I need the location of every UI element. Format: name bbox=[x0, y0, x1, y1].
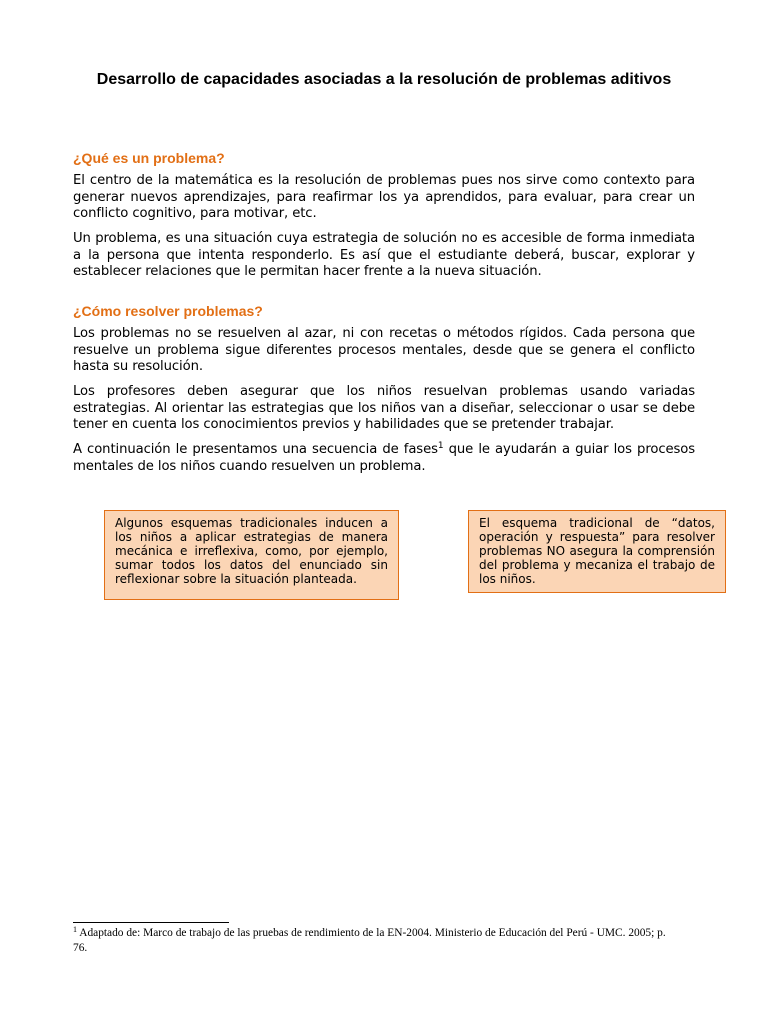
paragraph-sequence-of-phases bbox=[73, 442, 695, 475]
callout-traditional-schemes bbox=[104, 510, 399, 600]
callout-data-operation-answer-text: El esquema tradicional de “datos, operación y respuesta” para resolver problemas NO asegura la comprensión del problema y mecaniza el trabajo de los niños. bbox=[479, 516, 715, 586]
paragraph-problem-definition: Un problema, es una situación cuya estrategia de solución no es accesible de forma inmediata a la persona que intenta responderlo. Es así que el estudiante deberá, buscar, explorar y establecer relaciones que le permitan hacer frente a la nueva situación. bbox=[73, 231, 695, 280]
footnote-reference[interactable]: 1 bbox=[437, 441, 444, 451]
sequence-text-start: A continuación le presentamos una secuencia de fases bbox=[73, 442, 438, 457]
footnote-separator bbox=[73, 922, 229, 923]
paragraph-center-of-mathematics: El centro de la matemática es la resolución de problemas pues nos sirve como contexto para generar nuevos aprendizajes, para reafirmar los ya aprendidos, para evaluar, para crear un conflicto cognitivo, para motivar, etc. bbox=[73, 173, 695, 222]
callout-traditional-schemes-text: Algunos esquemas tradicionales inducen a los niños a aplicar estrategias de manera mecánica e irreflexiva, como, por ejemplo, sumar todos los datos del enunciado sin reflexionar sobre la situación planteada. bbox=[115, 516, 388, 586]
paragraph-teachers-strategies: Los profesores deben asegurar que los niños resuelvan problemas usando variadas estrategias. Al orientar las estrategias que los niños van a diseñar, seleccionar o usar se debe tener en cuenta los conocimientos previos y habilidades que se pretender trabajar. bbox=[73, 384, 695, 433]
section-heading-what-is-a-problem: ¿Qué es un problema? bbox=[73, 150, 225, 166]
callout-data-operation-answer bbox=[468, 510, 726, 593]
section-heading-how-to-solve: ¿Cómo resolver problemas? bbox=[73, 303, 263, 319]
footnote-text: Adaptado de: Marco de trabajo de las pruebas de rendimiento de la EN-2004. Ministerio de Educación del Perú - UMC. 2005; p. 76. bbox=[73, 927, 666, 954]
sequence-text-end: que le ayudarán a guiar los procesos mentales de los niños cuando resuelven un problema. bbox=[73, 442, 695, 474]
footnote bbox=[73, 926, 673, 956]
paragraph-problems-not-solved-randomly: Los problemas no se resuelven al azar, ni con recetas o métodos rígidos. Cada persona que resuelve un problema sigue diferentes procesos mentales, desde que se genera el conflicto hasta su resolución. bbox=[73, 326, 695, 375]
footnote-number: 1 bbox=[73, 925, 77, 934]
page-title: Desarrollo de capacidades asociadas a la resolución de problemas aditivos bbox=[96, 71, 672, 88]
